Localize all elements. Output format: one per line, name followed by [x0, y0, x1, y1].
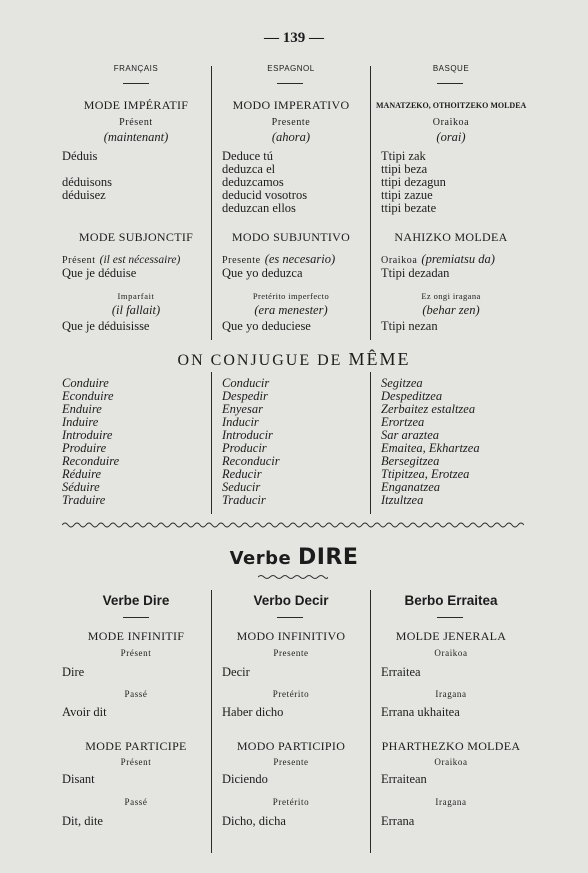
section-heading-on-conjugue-de-meme [0, 349, 588, 370]
list-item: Seducir [222, 480, 261, 494]
list-item: Traducir [222, 493, 266, 507]
gloss-orai: (orai) [436, 130, 466, 144]
subheader-verbe-dire: Verbe Dire [102, 593, 170, 608]
imperative-forms-eu [381, 150, 446, 215]
section-title-verbe-dire [0, 545, 588, 570]
tense-present: Présent [120, 648, 152, 658]
gloss: (es necesario) [264, 252, 336, 266]
verb-list-eu [381, 377, 480, 507]
column-divider-list-left [211, 372, 212, 514]
gloss-ahora: (ahora) [271, 130, 311, 144]
form: ttipi beza [381, 162, 428, 176]
tense-presente: Presente [273, 648, 309, 658]
list-item: Econduire [62, 389, 114, 403]
infinitive-past-eu: Errana ukhaitea [381, 705, 460, 719]
nahizko-moldea: NAHIZKO MOLDEA [394, 230, 508, 244]
tense-label: Présent [62, 255, 96, 266]
subheader-rule-basque [437, 617, 463, 618]
subj-present-form-fr: Que je déduise [62, 266, 137, 280]
title-word: DIRE [297, 545, 359, 570]
title-prefix: Verbe [229, 548, 298, 569]
column-header-french: FRANÇAIS [113, 64, 159, 73]
form: ttipi zazue [381, 188, 433, 202]
list-item: Itzultzea [381, 493, 424, 507]
list-item: Introduire [62, 428, 113, 442]
verb-list-fr [62, 377, 119, 507]
list-item: Despeditzea [381, 389, 443, 403]
participle-past-es: Dicho, dicha [222, 814, 286, 828]
list-item: Reducir [222, 467, 262, 481]
modo-infinitivo: MODO INFINITIVO [236, 629, 346, 643]
imperative-forms-es [222, 150, 307, 215]
list-item: Inducir [222, 415, 259, 429]
tense-presente-es: Presente [271, 117, 311, 128]
list-item: Ttipitzea, Erotzea [381, 467, 470, 481]
header-rule-basque [437, 83, 463, 84]
tense-preterito: Pretérito [272, 689, 310, 699]
infinitive-past-fr: Avoir dit [62, 705, 107, 719]
header-rule-french [123, 83, 149, 84]
tense-ez-ongi-iragana: Ez ongi iragana [421, 291, 481, 301]
header-rule-spanish [277, 83, 303, 84]
list-item: Introducir [222, 428, 273, 442]
list-item: Conducir [222, 376, 270, 390]
tense-imparfait: Imparfait [117, 291, 155, 301]
infinitive-past-es: Haber dicho [222, 705, 284, 719]
tense-iragana: Iragana [435, 797, 467, 807]
list-item: Erortzea [381, 415, 425, 429]
wavy-separator [62, 520, 524, 530]
list-item: Produire [62, 441, 107, 455]
verb-list-es [222, 377, 280, 507]
list-item: Despedir [222, 389, 268, 403]
imperative-forms-fr [62, 150, 112, 202]
form: Ttipi zak [381, 149, 426, 163]
form: deduzcamos [222, 175, 284, 189]
column-divider-lower-left [211, 590, 212, 853]
tense-label: Presente [222, 255, 261, 266]
list-item: Bersegitzea [381, 454, 440, 468]
mode-subjonctif: MODE SUBJONCTIF [78, 230, 194, 244]
subj-past-form-fr: Que je déduisisse [62, 319, 150, 333]
form: déduisons [62, 175, 112, 189]
list-item: Réduire [62, 467, 102, 481]
list-item: Zerbaitez estaltzea [381, 402, 476, 416]
manatzeko-moldea: MANATZEKO, OTHOITZEKO MOLDEA [376, 101, 527, 110]
participle-past-fr: Dit, dite [62, 814, 103, 828]
gloss-maintenant: (maintenant) [103, 130, 169, 144]
list-item: Segitzea [381, 376, 423, 390]
list-item: Enganatzea [381, 480, 441, 494]
list-item: Traduire [62, 493, 106, 507]
title-ornament [258, 573, 328, 581]
list-item: Enyesar [222, 402, 263, 416]
column-divider-list-right [370, 372, 371, 514]
subheader-rule-spanish [277, 617, 303, 618]
modo-subjuntivo: MODO SUBJUNTIVO [231, 230, 351, 244]
list-item: Sar araztea [381, 428, 439, 442]
infinitive-present-fr: Dire [62, 665, 85, 679]
subheader-berbo-erraitea: Berbo Erraitea [404, 593, 498, 608]
participle-past-eu: Errana [381, 814, 415, 828]
mode-imperatif: MODE IMPÉRATIF [83, 98, 189, 112]
tense-iragana: Iragana [435, 689, 467, 699]
tense-oraikoa: Oraikoa [434, 757, 468, 767]
list-item: Reconduire [62, 454, 120, 468]
list-item: Emaitea, Ekhartzea [381, 441, 480, 455]
column-divider-lower-right [370, 590, 371, 853]
gloss-behar-zen: (behar zen) [422, 303, 480, 317]
gloss-il-fallait: (il fallait) [111, 303, 161, 317]
tense-preterito: Pretérito [272, 797, 310, 807]
modo-imperativo: MODO IMPERATIVO [232, 98, 350, 112]
form: deduzca el [222, 162, 276, 176]
list-item: Induire [62, 415, 99, 429]
mode-participe: MODE PARTICIPE [85, 739, 187, 753]
form: deducid vosotros [222, 188, 308, 202]
gloss: (premiatsu da) [421, 252, 495, 266]
column-header-basque: BASQUE [432, 64, 470, 73]
form: déduisez [62, 188, 106, 202]
pharthezko-moldea: PHARTHEZKO MOLDEA [381, 739, 521, 753]
heading-word: MÊME [348, 349, 411, 369]
mode-infinitif: MODE INFINITIF [87, 629, 185, 643]
tense-presente: Presente [273, 757, 309, 767]
tense-present-fr: Présent [119, 117, 153, 128]
tense-label: Oraikoa [381, 255, 418, 266]
tense-oraikoa-eu: Oraikoa [432, 117, 470, 128]
infinitive-present-eu: Erraitea [381, 665, 421, 679]
column-header-spanish: ESPAGNOL [267, 64, 315, 73]
list-item: Conduire [62, 376, 109, 390]
participle-present-eu: Erraitean [381, 772, 427, 786]
tense-present: Présent [120, 757, 152, 767]
column-divider-upper-left [211, 66, 212, 340]
gloss-era-menester: (era menester) [254, 303, 328, 317]
subj-present-form-eu: Ttipi dezadan [381, 266, 450, 280]
list-item: Enduire [62, 402, 102, 416]
list-item: Producir [222, 441, 267, 455]
tense-preterito-imperfecto: Pretérito imperfecto [252, 291, 330, 301]
subheader-rule-french [123, 617, 149, 618]
infinitive-present-es: Decir [222, 665, 250, 679]
form: deduzcan ellos [222, 201, 296, 215]
subj-present-form-es: Que yo deduzca [222, 266, 303, 280]
form: Déduis [62, 149, 98, 163]
participle-present-es: Diciendo [222, 772, 268, 786]
modo-participio: MODO PARTICIPIO [236, 739, 346, 753]
form: ttipi dezagun [381, 175, 446, 189]
list-item: Séduire [62, 480, 100, 494]
subj-past-form-es: Que yo deduciese [222, 319, 311, 333]
heading-prefix: ON CONJUGUE DE [177, 352, 349, 369]
column-divider-upper-right [370, 66, 371, 340]
molde-jenerala: MOLDE JENERALA [395, 629, 507, 643]
tense-passe: Passé [124, 689, 148, 699]
page-number: — 139 — [264, 30, 324, 46]
subheader-verbo-decir: Verbo Decir [253, 593, 329, 608]
tense-oraikoa: Oraikoa [434, 648, 468, 658]
subj-past-form-eu: Ttipi nezan [381, 319, 438, 333]
list-item: Reconducir [222, 454, 280, 468]
form: ttipi bezate [381, 201, 437, 215]
gloss: (il est nécessaire) [99, 254, 181, 266]
participle-present-fr: Disant [62, 772, 95, 786]
tense-passe: Passé [124, 797, 148, 807]
form: Deduce tú [222, 149, 274, 163]
